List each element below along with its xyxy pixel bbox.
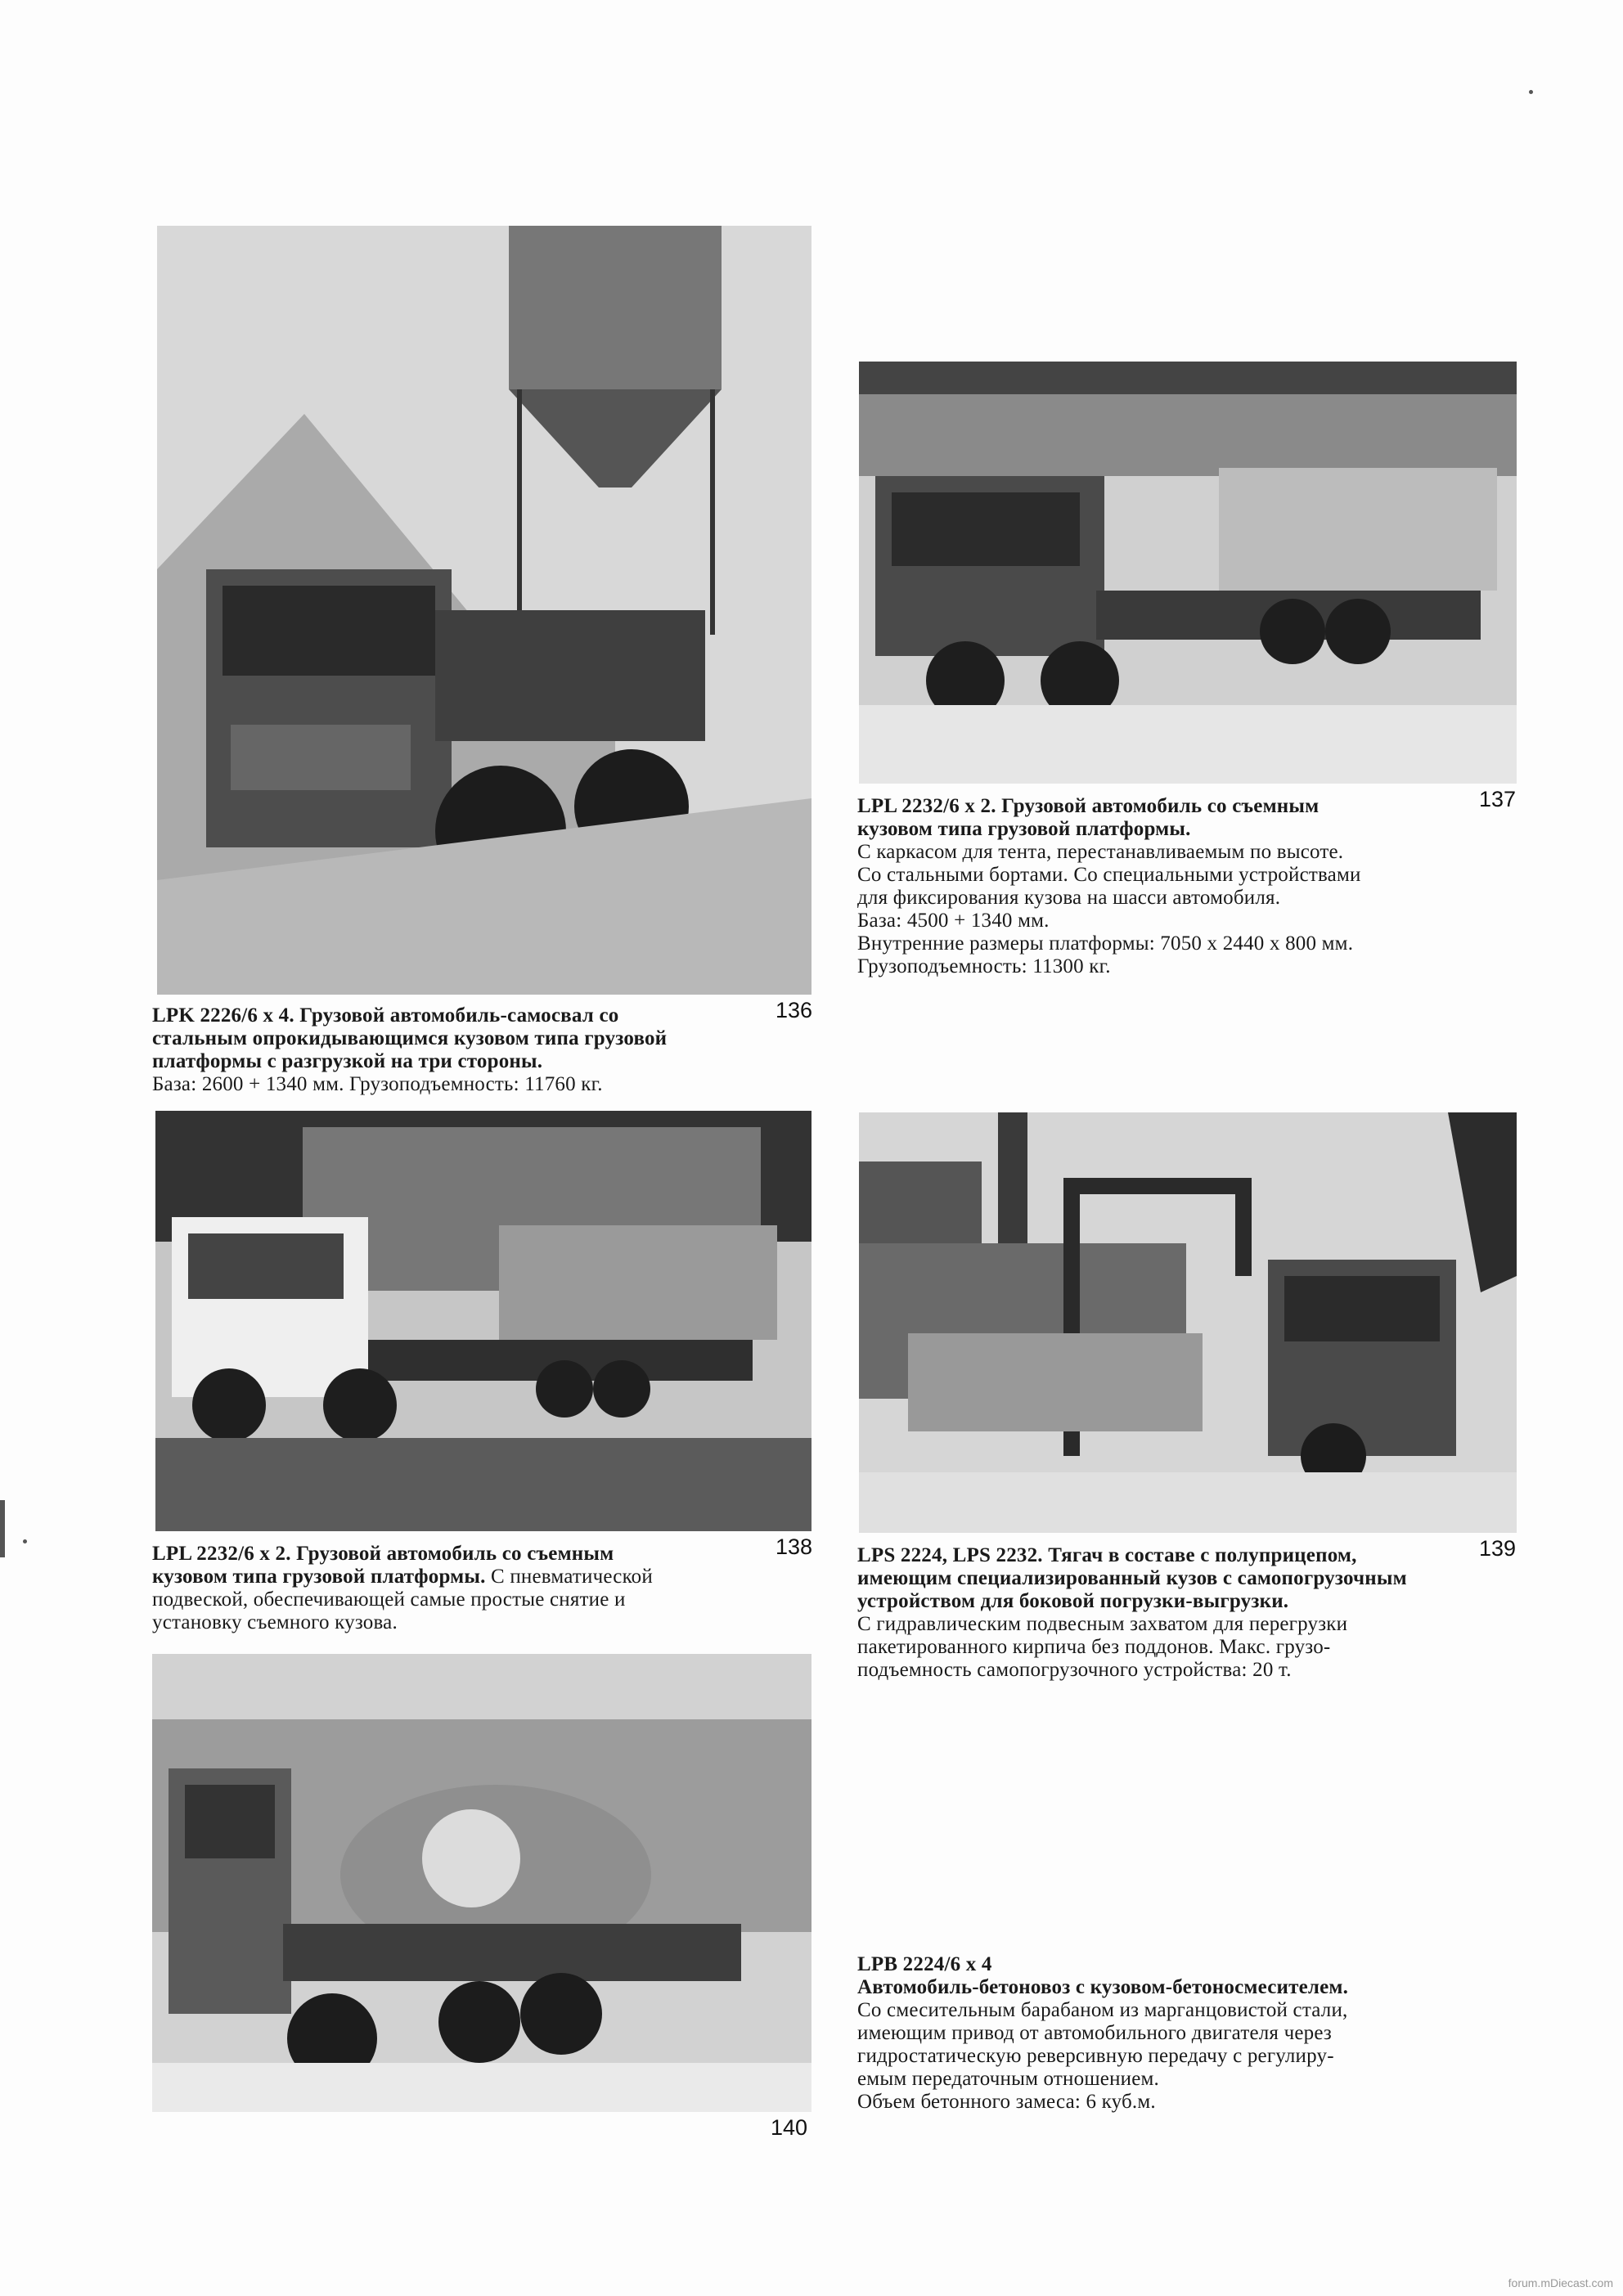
caption-text-line: Внутренние размеры платформы: 7050 х 2440 х 800 мм. bbox=[857, 932, 1354, 955]
scan-dot bbox=[23, 1539, 27, 1543]
tractor-trailer-photo-icon bbox=[859, 362, 1517, 784]
caption-text-line: С гидравлическим подвесным захватом для перегрузки bbox=[857, 1613, 1348, 1635]
caption-title: LPL 2232/6 x 2. Грузовой автомобиль со съемным bbox=[857, 795, 1320, 817]
caption-title-row bbox=[152, 1543, 774, 1566]
caption-title-line: платформы с разгрузкой на три стороны. bbox=[152, 1050, 543, 1072]
caption-title-line: Автомобиль-бетоновоз с кузовом-бетоносмесителем. bbox=[857, 1976, 1349, 1998]
caption-136 bbox=[152, 1004, 774, 1096]
caption-title: LPK 2226/6 x 4. Грузовой автомобиль-самосвал со bbox=[152, 1004, 619, 1027]
caption-text-line: Со стальными бортами. Со специальными устройствами bbox=[857, 864, 1361, 886]
platform-truck-photo-icon bbox=[155, 1111, 812, 1531]
caption-title: LPB 2224/6 x 4 bbox=[857, 1953, 992, 1975]
scan-dot bbox=[1529, 90, 1533, 94]
caption-text-line: имеющим привод от автомобильного двигателя через bbox=[857, 2022, 1333, 2044]
photo-140-concrete-mixer bbox=[152, 1654, 812, 2112]
scan-mark bbox=[0, 1500, 5, 1557]
caption-text-line: База: 4500 + 1340 мм. bbox=[857, 910, 1050, 932]
caption-title-line: кузовом типа грузовой платформы. bbox=[857, 818, 1191, 840]
caption-text-line: пакетированного кирпича без поддонов. Макс. грузо- bbox=[857, 1636, 1331, 1658]
self-loading-truck-photo-icon bbox=[859, 1112, 1517, 1533]
photo-136-dump-truck bbox=[157, 226, 812, 995]
caption-title-row bbox=[152, 1566, 774, 1588]
caption-text-line: Грузоподъемность: 11300 кг. bbox=[857, 955, 1111, 977]
photo-137-tractor-trailer bbox=[859, 362, 1517, 784]
caption-text-line: установку съемного кузова. bbox=[152, 1611, 398, 1633]
caption-140 bbox=[857, 1953, 1495, 2114]
photo-138-platform-truck bbox=[155, 1111, 812, 1531]
caption-title: LPS 2224, LPS 2232. Тягач в составе с полуприцепом, bbox=[857, 1544, 1357, 1566]
caption-text-line: для фиксирования кузова на шасси автомобиля. bbox=[857, 887, 1281, 909]
photo-139-self-loading-truck bbox=[859, 1112, 1517, 1533]
dump-truck-photo-icon bbox=[157, 226, 812, 995]
caption-text-line: гидростатическую реверсивную передачу с регулиру- bbox=[857, 2045, 1334, 2067]
caption-title-line: имеющим специализированный кузов с самопогрузочным bbox=[857, 1567, 1407, 1589]
caption-text-line: подъемность самопогрузочного устройства: 20 т. bbox=[857, 1659, 1292, 1681]
watermark: forum.mDiecast.com bbox=[1508, 2276, 1613, 2289]
concrete-mixer-photo-icon bbox=[152, 1654, 812, 2112]
figure-number-139: 139 bbox=[1479, 1536, 1517, 1561]
figure-number-137: 137 bbox=[1479, 787, 1517, 811]
caption-text-line: С каркасом для тента, перестанавливаемым по высоте. bbox=[857, 841, 1344, 863]
caption-title-tail: С пневматической bbox=[485, 1566, 653, 1588]
caption-138 bbox=[152, 1543, 774, 1634]
caption-title-line: устройством для боковой погрузки-выгрузки. bbox=[857, 1590, 1289, 1612]
caption-text-line: емым передаточным отношением. bbox=[857, 2068, 1160, 2090]
caption-text-line: подвеской, обеспечивающей самые простые снятие и bbox=[152, 1588, 626, 1611]
figure-number-138: 138 bbox=[776, 1534, 813, 1559]
caption-title-line: кузовом типа грузовой платформы. bbox=[152, 1566, 486, 1588]
caption-text-line: Объем бетонного замеса: 6 куб.м. bbox=[857, 2091, 1156, 2113]
caption-title-line: стальным опрокидывающимся кузовом типа грузовой bbox=[152, 1027, 668, 1049]
caption-text-line: База: 2600 + 1340 мм. Грузоподъемность: 11760 кг. bbox=[152, 1073, 603, 1095]
caption-text-line: Со смесительным барабаном из марганцовистой стали, bbox=[857, 1999, 1348, 2021]
caption-139 bbox=[857, 1544, 1495, 1682]
figure-number-136: 136 bbox=[776, 998, 813, 1022]
caption-title: LPL 2232/6 x 2. Грузовой автомобиль со съемным bbox=[152, 1543, 614, 1565]
figure-number-140: 140 bbox=[771, 2115, 808, 2140]
caption-137 bbox=[857, 795, 1495, 978]
